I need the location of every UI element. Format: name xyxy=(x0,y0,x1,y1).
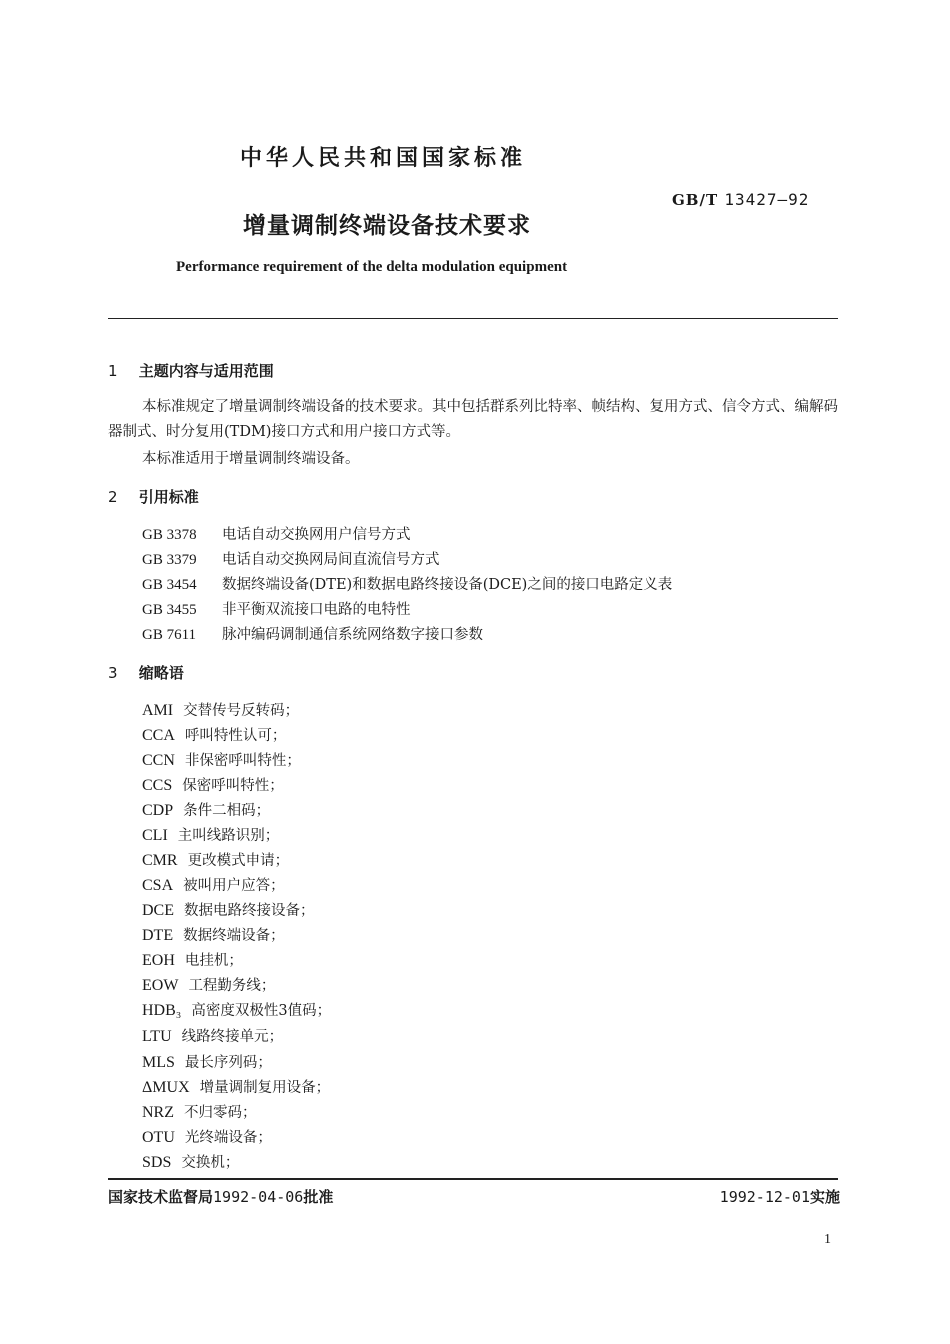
abbreviation-text: 不归零码； xyxy=(184,1105,257,1121)
abbreviation-item xyxy=(142,874,285,895)
effective-statement xyxy=(720,1186,840,1207)
abbreviation-code: NRZ xyxy=(142,1104,174,1121)
reference-text: 脉冲编码调制通信系统网络数字接口参数 xyxy=(222,627,483,643)
abbreviation-text: 光终端设备； xyxy=(184,1130,272,1146)
abbreviation-text: 数据终端设备； xyxy=(183,928,285,944)
abbreviation-item xyxy=(142,899,315,920)
abbreviation-item xyxy=(142,1076,330,1097)
abbreviation-text: 保密呼叫特性； xyxy=(182,778,284,794)
abbreviation-code: AMI xyxy=(142,702,174,719)
section-2-heading xyxy=(108,486,199,507)
abbreviation-code: HDB₃ xyxy=(142,1002,182,1019)
abbreviation-text: 主叫线路识别； xyxy=(177,828,280,844)
reference-code: GB 3455 xyxy=(142,602,197,618)
abbreviation-item xyxy=(142,849,289,870)
reference-text: 非平衡双流接口电路的电特性 xyxy=(222,602,411,618)
abbreviation-text: 非保密呼叫特性； xyxy=(184,753,301,769)
reference-text: 数据终端设备(DTE)和数据电路终接设备(DCE)之间的接口电路定义表 xyxy=(222,577,673,593)
reference-item xyxy=(142,623,483,644)
abbreviation-item xyxy=(142,699,299,720)
section-title: 主题内容与适用范围 xyxy=(138,362,274,380)
approval-date: 1992-04-06 xyxy=(213,1188,304,1206)
reference-text: 电话自动交换网局间直流信号方式 xyxy=(222,552,440,568)
standard-number xyxy=(672,190,809,209)
effective-label: 实施 xyxy=(809,1188,840,1206)
abbreviation-code: DTE xyxy=(142,927,174,944)
standard-code: 13427—92 xyxy=(724,190,810,209)
approval-label: 批准 xyxy=(303,1188,334,1206)
document-country-header: 中华人民共和国国家标准 xyxy=(240,146,527,171)
abbreviation-text: 线路终接单元； xyxy=(181,1029,284,1045)
abbreviation-text: 高密度双极性3值码； xyxy=(191,1003,332,1019)
abbreviation-item xyxy=(142,774,284,795)
abbreviation-code: DCE xyxy=(142,902,174,919)
abbreviation-text: 电挂机； xyxy=(184,953,243,969)
abbreviation-code: EOH xyxy=(142,952,175,969)
abbreviation-text: 被叫用户应答； xyxy=(183,878,285,894)
header-divider xyxy=(108,318,838,319)
abbreviation-code: CSA xyxy=(142,877,174,894)
abbreviation-code: OTU xyxy=(142,1129,175,1146)
reference-item xyxy=(142,573,672,594)
reference-code: GB 3379 xyxy=(142,552,197,568)
abbreviation-text: 更改模式申请； xyxy=(187,853,290,869)
section-title: 引用标准 xyxy=(138,488,199,506)
abbreviation-item xyxy=(142,749,301,770)
abbreviation-text: 增量调制复用设备； xyxy=(199,1080,331,1096)
abbreviation-text: 数据电路终接设备； xyxy=(184,903,315,919)
abbreviation-code: CMR xyxy=(142,852,178,869)
section-number: 2 xyxy=(108,488,118,506)
abbreviation-code: CDP xyxy=(142,802,174,819)
abbreviation-text: 最长序列码； xyxy=(184,1055,272,1071)
section-1-paragraph-1: 本标准规定了增量调制终端设备的技术要求。其中包括群系列比特率、帧结构、复用方式、信令方式、编解码器制式、时分复用(TDM)接口方式和用户接口方式等。 xyxy=(108,399,838,440)
abbreviation-text: 交换机； xyxy=(181,1155,240,1171)
abbreviation-code: EOW xyxy=(142,977,179,994)
abbreviation-item xyxy=(142,999,331,1020)
abbreviation-item xyxy=(142,924,285,945)
approver: 国家技术监督局 xyxy=(108,1188,214,1206)
section-number: 3 xyxy=(108,664,118,682)
abbreviation-item xyxy=(142,1126,272,1147)
abbreviation-item xyxy=(142,974,275,995)
abbreviation-item xyxy=(142,1025,283,1046)
abbreviation-code: MLS xyxy=(142,1054,175,1071)
abbreviation-code: SDS xyxy=(142,1154,172,1171)
abbreviation-code: ΔMUX xyxy=(142,1079,190,1096)
abbreviation-text: 交替传号反转码； xyxy=(183,703,300,719)
abbreviation-item xyxy=(142,1101,257,1122)
abbreviation-code: CCN xyxy=(142,752,175,769)
section-title: 缩略语 xyxy=(138,664,184,682)
reference-item xyxy=(142,523,411,544)
abbreviation-code: CCS xyxy=(142,777,173,794)
reference-code: GB 3454 xyxy=(142,577,197,593)
section-1-paragraph-2: 本标准适用于增量调制终端设备。 xyxy=(142,451,360,467)
abbreviation-code: CCA xyxy=(142,727,175,744)
reference-code: GB 3378 xyxy=(142,527,197,543)
abbreviation-code: CLI xyxy=(142,827,168,844)
reference-code: GB 7611 xyxy=(142,627,197,643)
effective-date: 1992-12-01 xyxy=(719,1188,810,1206)
abbreviation-item xyxy=(142,949,243,970)
section-1-heading xyxy=(108,360,274,381)
reference-item xyxy=(142,598,411,619)
abbreviation-code: LTU xyxy=(142,1028,172,1045)
abbreviation-item xyxy=(142,824,279,845)
section-number: 1 xyxy=(108,362,118,380)
abbreviation-text: 工程勤务线； xyxy=(188,978,276,994)
abbreviation-item xyxy=(142,1051,272,1072)
abbreviation-text: 条件二相码； xyxy=(183,803,271,819)
abbreviation-text: 呼叫特性认可； xyxy=(184,728,287,744)
abbreviation-item xyxy=(142,799,270,820)
document-title-en: Performance requirement of the delta modulation equipment xyxy=(176,259,568,275)
abbreviation-item xyxy=(142,724,286,745)
document-title-zh: 增量调制终端设备技术要求 xyxy=(243,213,531,239)
reference-item xyxy=(142,548,440,569)
footer-divider xyxy=(108,1178,838,1180)
reference-text: 电话自动交换网用户信号方式 xyxy=(222,527,411,543)
approval-statement xyxy=(108,1186,333,1207)
page-number: 1 xyxy=(824,1232,831,1247)
abbreviation-item xyxy=(142,1151,239,1172)
standard-prefix: GB/T xyxy=(672,191,719,209)
section-3-heading xyxy=(108,662,184,683)
